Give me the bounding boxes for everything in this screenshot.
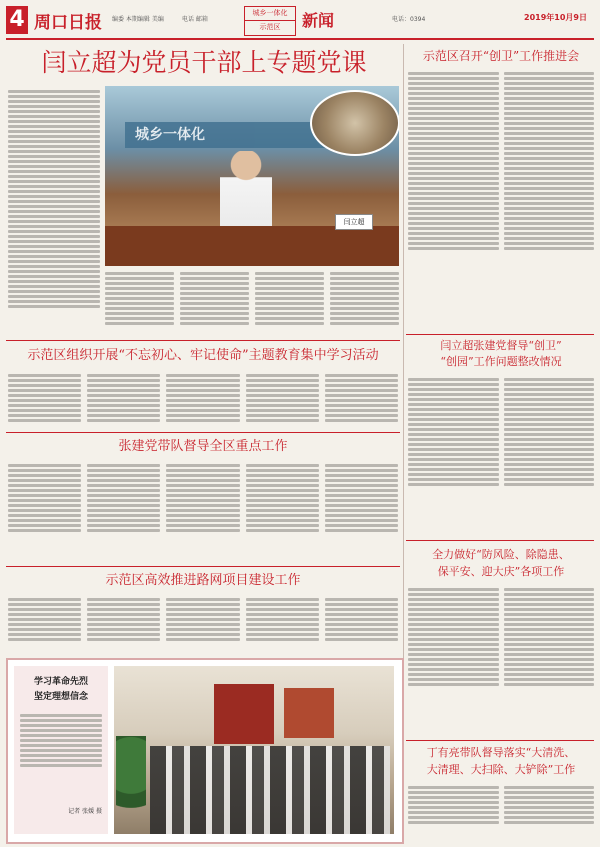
exhibit-plant [116,736,146,834]
lead-story-body [105,270,399,330]
visitor-group [150,746,390,834]
section-badge-top: 城乡一体化 [245,7,295,21]
photo-feature-title-2: 坚定理想信念 [33,692,88,702]
nameplate [335,214,373,230]
supervise-story-body [8,462,398,560]
section-name: 新闻 [302,11,335,30]
right-rule-3 [406,740,594,741]
study-story-body [8,372,398,426]
right-rule-1 [406,334,594,335]
exhibit-panel [214,684,274,744]
inspect-story-body [408,376,594,534]
right-rule-2 [406,540,594,541]
section-badge [244,6,296,36]
photo-credit: 记者 张媛 摄 [68,808,102,815]
study-headline: 示范区组织开展“不忘初心、牢记使命”主题教育集中学习活动 [27,348,379,363]
paper-name: 周口日报 [34,13,102,33]
page-number-box [6,6,28,34]
podium [105,226,399,266]
safety-story-body [408,586,594,734]
story-rule-1 [6,340,400,341]
lead-story-intro [8,88,100,316]
health-story-body [408,70,594,328]
exhibit-panel-2 [284,688,334,738]
story-rule-3 [6,566,400,567]
editor-info: 编委 本期编辑 美编 [112,16,164,23]
health-headline: 示范区召开“创卫”工作推进会 [422,49,580,63]
story-rule-2 [6,432,400,433]
lead-headline: 闫立超为党员干部上专题党课 [41,48,367,77]
lead-photo [105,86,399,266]
photo-feature-caption [20,712,102,802]
inspect-headline-2: “创园”工作问题整改情况 [440,355,562,368]
section-badge-bottom: 示范区 [259,23,281,31]
cleanup-story-body [408,784,594,840]
masthead [0,0,600,40]
photo-banner-text: 城乡一体化 [135,127,205,143]
audience-inset-photo [310,90,399,156]
safety-headline-1: 全力做好“防风险、除隐患、 [432,548,570,561]
cleanup-headline-1: 丁有亮带队督导落实“大清洗、 [426,746,576,759]
extra-info: 电话 邮箱 [182,16,208,23]
nameplate-text: 闫立超 [343,218,365,226]
projects-headline: 示范区高效推进路网项目建设工作 [105,573,301,588]
hotline: 电话：0394 [392,16,426,23]
issue-date: 2019年10月9日 [524,13,587,22]
masthead-rule [6,38,594,40]
page-number: 4 [9,7,25,32]
supervise-headline: 张建党带队督导全区重点工作 [118,439,288,454]
exhibition-photo [114,666,394,834]
inspect-headline-1: 闫立超张建党督导“创卫” [440,339,562,352]
projects-story-body [8,596,398,652]
photo-feature-sidebar [14,666,108,834]
photo-feature-title-1: 学习革命先烈 [33,677,88,687]
cleanup-headline-2: 大清理、大扫除、大铲除”工作 [426,763,576,776]
photo-feature-frame [6,658,404,844]
safety-headline-2: 保平安、迎大庆”各项工作 [437,565,565,578]
